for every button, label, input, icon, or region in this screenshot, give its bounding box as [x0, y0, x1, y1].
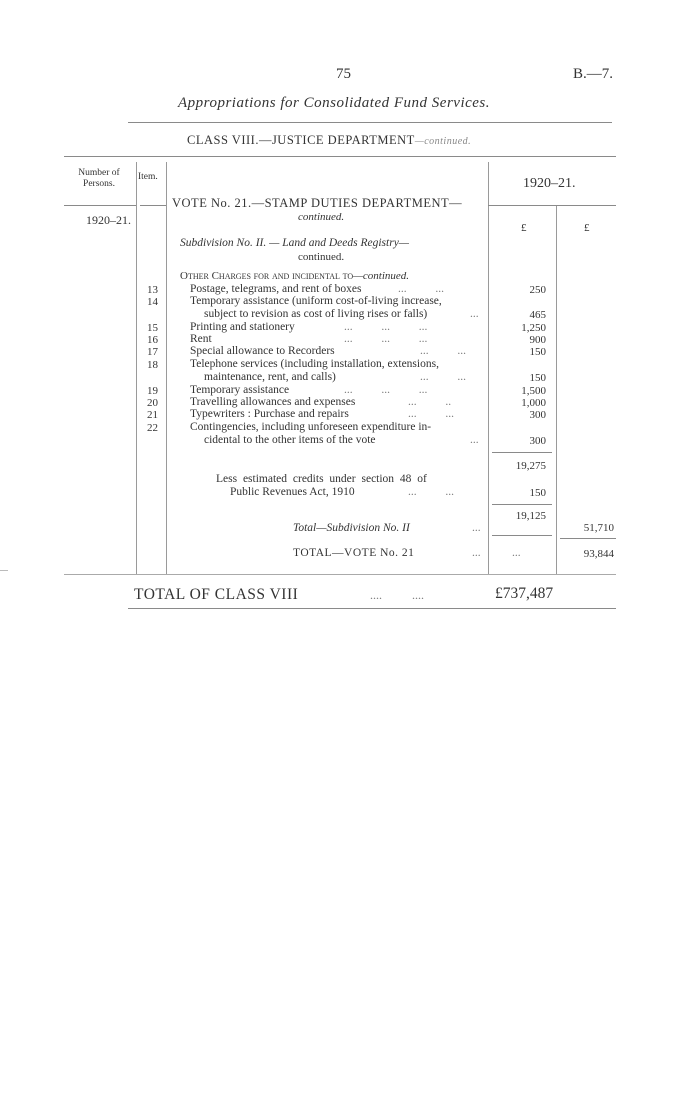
- less-credits-leaders: ... ...: [408, 486, 454, 498]
- total-vote-leaders: ...: [472, 547, 481, 559]
- rule-head-persons: [64, 205, 136, 206]
- total-subdivision-amount-rule: [560, 538, 616, 539]
- total-subdivision-leaders: ...: [472, 522, 481, 534]
- class-title: [187, 133, 471, 148]
- pound-sign-right: £: [584, 222, 590, 234]
- less-credits-line2: Public Revenues Act, 1910: [230, 486, 355, 498]
- item-leaders: ...: [470, 308, 479, 320]
- item-description-cont: subject to revision as cost of living rises or falls): [204, 308, 428, 320]
- item-amount: 465: [529, 309, 546, 321]
- item-number: 22: [147, 422, 158, 434]
- item-number: 18: [147, 359, 158, 371]
- item-number: 16: [147, 334, 158, 346]
- item-description: Contingencies, including unforeseen expenditure in-: [190, 421, 432, 433]
- item-leaders: ... ... ...: [344, 384, 428, 396]
- item-number: 13: [147, 284, 158, 296]
- vote-continued: continued.: [298, 211, 345, 223]
- item-leaders: ... ...: [408, 408, 454, 420]
- item-number: 19: [147, 385, 158, 397]
- class-title-text: CLASS VIII.—JUSTICE DEPARTMENT: [187, 133, 415, 147]
- total-subdivision-rule: [492, 535, 552, 536]
- item-leaders: ... ...: [420, 371, 466, 383]
- item-amount: 1,000: [521, 397, 546, 409]
- class-total-amount: £737,487: [495, 585, 554, 602]
- item-amount: 300: [529, 409, 546, 421]
- page-title: Appropriations for Consolidated Fund Services.: [178, 95, 491, 111]
- item-leaders: ... ... ...: [344, 321, 428, 333]
- item-description: Typewriters : Purchase and repairs: [190, 408, 349, 420]
- total-subdivision-label: Total—Subdivision No. II: [293, 522, 410, 534]
- rule-desc: [488, 162, 489, 574]
- page-number: 75: [336, 66, 351, 82]
- subdivision-title: Subdivision No. II. — Land and Deeds Registry—: [180, 237, 410, 249]
- class-continued: —continued.: [414, 136, 472, 147]
- less-credits-amount: 150: [529, 487, 546, 499]
- pound-sign-left: £: [521, 222, 527, 234]
- table-bottom-rule: [64, 574, 616, 575]
- item-description: Travelling allowances and expenses: [190, 396, 356, 408]
- year-header-right: 1920–21.: [523, 176, 576, 191]
- class-total-label: TOTAL OF CLASS VIII: [134, 586, 299, 603]
- rule-item: [166, 162, 167, 574]
- charges-continued: —continued.: [353, 270, 410, 282]
- item-amount: 300: [529, 435, 546, 447]
- net-amount: 19,125: [515, 510, 546, 522]
- item-number: 15: [147, 322, 158, 334]
- total-subdivision-amount: 51,710: [583, 522, 614, 534]
- document-reference: B.—7.: [573, 66, 614, 82]
- vote-title: VOTE No. 21.—STAMP DUTIES DEPARTMENT—: [172, 196, 463, 210]
- item-amount: 1,250: [521, 322, 546, 334]
- class-rule: [64, 156, 616, 157]
- item-leaders: ... ...: [398, 283, 444, 295]
- item-description-cont: cidental to the other items of the vote: [204, 434, 376, 446]
- subdivision-continued: continued.: [298, 251, 345, 263]
- total-vote-mid: ...: [512, 547, 521, 559]
- year-header-left: 1920–21.: [86, 213, 131, 227]
- item-number: 14: [147, 296, 158, 308]
- item-number: 21: [147, 409, 158, 421]
- item-description: Temporary assistance (uniform cost-of-living increase,: [190, 295, 442, 307]
- item-amount: 900: [529, 334, 546, 346]
- subtotal-rule: [492, 452, 552, 453]
- total-vote-amount: 93,844: [583, 548, 614, 560]
- item-description: Postage, telegrams, and rent of boxes: [190, 283, 362, 295]
- header-rule: [128, 122, 612, 123]
- item-amount: 150: [529, 346, 546, 358]
- item-description: Temporary assistance: [190, 384, 290, 396]
- item-description: Rent: [190, 333, 212, 345]
- item-leaders: ... ... ...: [344, 333, 428, 345]
- net-rule: [492, 504, 552, 505]
- less-credits-line1: Less estimated credits under section 48 of: [216, 473, 427, 485]
- item-number: 20: [147, 397, 158, 409]
- total-vote-label: TOTAL—VOTE No. 21: [293, 547, 415, 559]
- item-number: 17: [147, 346, 158, 358]
- item-description: Printing and stationery: [190, 321, 295, 333]
- class-total-rule: [128, 608, 616, 609]
- rule-amount: [556, 206, 557, 574]
- item-leaders: ... ...: [420, 345, 466, 357]
- item-description: Telephone services (including installation, extensions,: [190, 358, 439, 370]
- item-header: Item.: [138, 172, 158, 182]
- item-description: Special allowance to Recorders: [190, 345, 335, 357]
- subtotal-amount: 19,275: [515, 460, 546, 472]
- class-total-leaders: .... ....: [370, 588, 424, 602]
- number-of-persons-header: Number of Persons.: [78, 168, 120, 189]
- margin-mark: [0, 570, 8, 571]
- item-amount: 150: [529, 372, 546, 384]
- item-leaders: ...: [470, 434, 479, 446]
- item-amount: 250: [529, 284, 546, 296]
- item-leaders: ... ..: [408, 396, 452, 408]
- rule-head-item: [140, 205, 166, 206]
- item-description-cont: maintenance, rent, and calls): [204, 371, 336, 383]
- item-amount: 1,500: [521, 385, 546, 397]
- rule-persons: [136, 162, 137, 574]
- charges-heading: [180, 270, 409, 282]
- charges-heading-text: Other Charges for and incidental to: [180, 270, 354, 282]
- rule-head-money: [488, 205, 616, 206]
